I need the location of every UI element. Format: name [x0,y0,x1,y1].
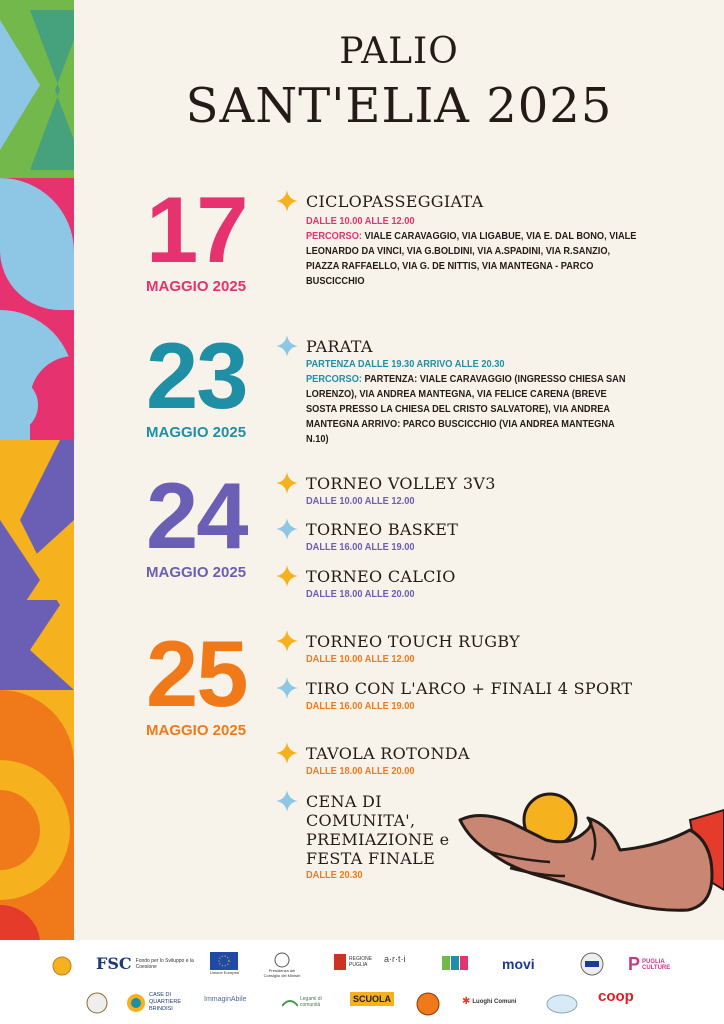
decorative-side-strip [0,0,74,940]
day-number: 23 [146,323,247,428]
badge-logo [416,992,440,1016]
day-17-block [146,177,247,296]
route-text: VIALE CARAVAGGIO, VIA LIGABUE, VIA E. DAL BONO, VIALE LEONARDO DA VINCI, VIA G.BOLDINI, VIA A.SPADINI, VIA R.SANZIO, PIAZZA RAFFAELLO, VIA G. DE NITTIS, VIA MANTEGNA - PARCO BUSCICCHIO [306,230,637,287]
route-label: PERCORSO: [306,373,362,385]
day-23-block [146,323,247,442]
star-yellow-icon [276,565,298,587]
eu-logo: Unione Europea [210,952,239,975]
day-month: MAGGIO 2025 [146,424,247,441]
arti-logo: a·r·t·i [384,954,406,964]
event-title: CENA DI COMUNITA', PREMIAZIONE e FESTA FINALE [306,792,450,868]
event-time: PARTENZA DALLE 19.30 ARRIVO ALLE 20.30 [306,358,505,370]
movi-logo: movi [502,956,535,972]
event-time: DALLE 18.00 ALLE 20.00 [306,588,415,600]
event-title: TAVOLA ROTONDA [306,744,470,763]
regione-puglia-logo: REGIONE PUGLIA [334,954,377,970]
event-ciclopasseggiata [276,192,636,289]
event-title: TIRO CON L'ARCO + FINALI 4 SPORT [306,679,633,698]
star-yellow-icon [276,742,298,764]
cloud-logo [546,992,578,1014]
arci-logo [580,952,604,976]
star-blue-icon [276,335,298,357]
event-title: TORNEO VOLLEY 3V3 [306,474,496,493]
coop-logo: coop [598,988,634,1005]
route-text: PARTENZA: VIALE CARAVAGGIO (INGRESSO CHIESA SAN LORENZO), VIA ANDREA MANTEGNA, VIA FELICE CARENA (BREVE SOSTA PRESSO LA CHIESA DEL CRISTO SALVATORE), VIA ANDREA MANTEGNA ARRIVO: PARCO BUSCICCHIO (VIA ANDREA MANTEGNA N.10) [306,373,626,445]
sponsor-footer [0,940,724,1024]
event-tiro-con-larco [276,679,696,714]
star-yellow-icon [276,190,298,212]
route-label: PERCORSO: [306,230,362,242]
poster-title-line1: PALIO [339,31,459,72]
event-time: DALLE 16.00 ALLE 19.00 [306,700,415,712]
presidenza-logo: Presidenza del Consiglio dei Ministri [262,952,302,978]
event-route [306,372,637,447]
star-blue-icon [276,518,298,540]
puglia-culture-logo: P PUGLIA CULTURE [628,954,671,974]
event-title: TORNEO TOUCH RUGBY [306,632,521,651]
fsc-logo: FSC Fondo per lo Sviluppo e la Coesione [96,954,194,973]
circle-logo [86,992,108,1014]
luoghi-comuni-logo: ✱ Luoghi Comuni [462,996,517,1007]
scuola-logo: SCUOLA [350,992,394,1006]
event-parata [276,337,636,447]
immaginabile-logo: ImmaginAbile [204,996,247,1003]
event-time: DALLE 10.00 ALLE 12.00 [306,215,415,227]
day-25-block [146,621,247,740]
event-time: DALLE 20.30 [306,869,363,881]
day-number: 24 [146,463,247,568]
event-title: PARATA [306,337,373,356]
day-24-block [146,463,247,582]
event-title: TORNEO BASKET [306,520,459,539]
event-torneo-touch-rugby [276,632,636,667]
event-tavola-rotonda [276,744,636,779]
day-month: MAGGIO 2025 [146,564,247,581]
day-number: 17 [146,177,247,282]
star-blue-icon [276,790,298,812]
event-torneo-volley [276,474,636,509]
legami-di-comunita-logo: Legami di comunità [282,996,330,1008]
day-month: MAGGIO 2025 [146,278,247,295]
star-yellow-icon [276,630,298,652]
star-blue-icon [276,677,298,699]
event-title: TORNEO CALCIO [306,567,456,586]
event-time: DALLE 18.00 ALLE 20.00 [306,765,415,777]
event-time: DALLE 10.00 ALLE 12.00 [306,653,415,665]
event-route [306,229,637,289]
event-cena-di-comunita [276,792,456,883]
day-month: MAGGIO 2025 [146,722,247,739]
event-time: DALLE 16.00 ALLE 19.00 [306,541,415,553]
day-number: 25 [146,621,247,726]
event-torneo-calcio [276,567,636,602]
hand-with-ball-illustration [450,780,724,940]
poster-title-line2: SANT'ELIA 2025 [185,78,613,134]
poster-header [74,30,724,134]
case-di-quartiere-logo: CASE DI QUARTIERE BRINDISI [126,992,185,1013]
event-torneo-basket [276,520,636,555]
palio-logo [52,956,72,976]
event-time: DALLE 10.00 ALLE 12.00 [306,495,415,507]
pact-logo [442,956,468,970]
star-yellow-icon [276,472,298,494]
event-title: CICLOPASSEGGIATA [306,192,484,211]
